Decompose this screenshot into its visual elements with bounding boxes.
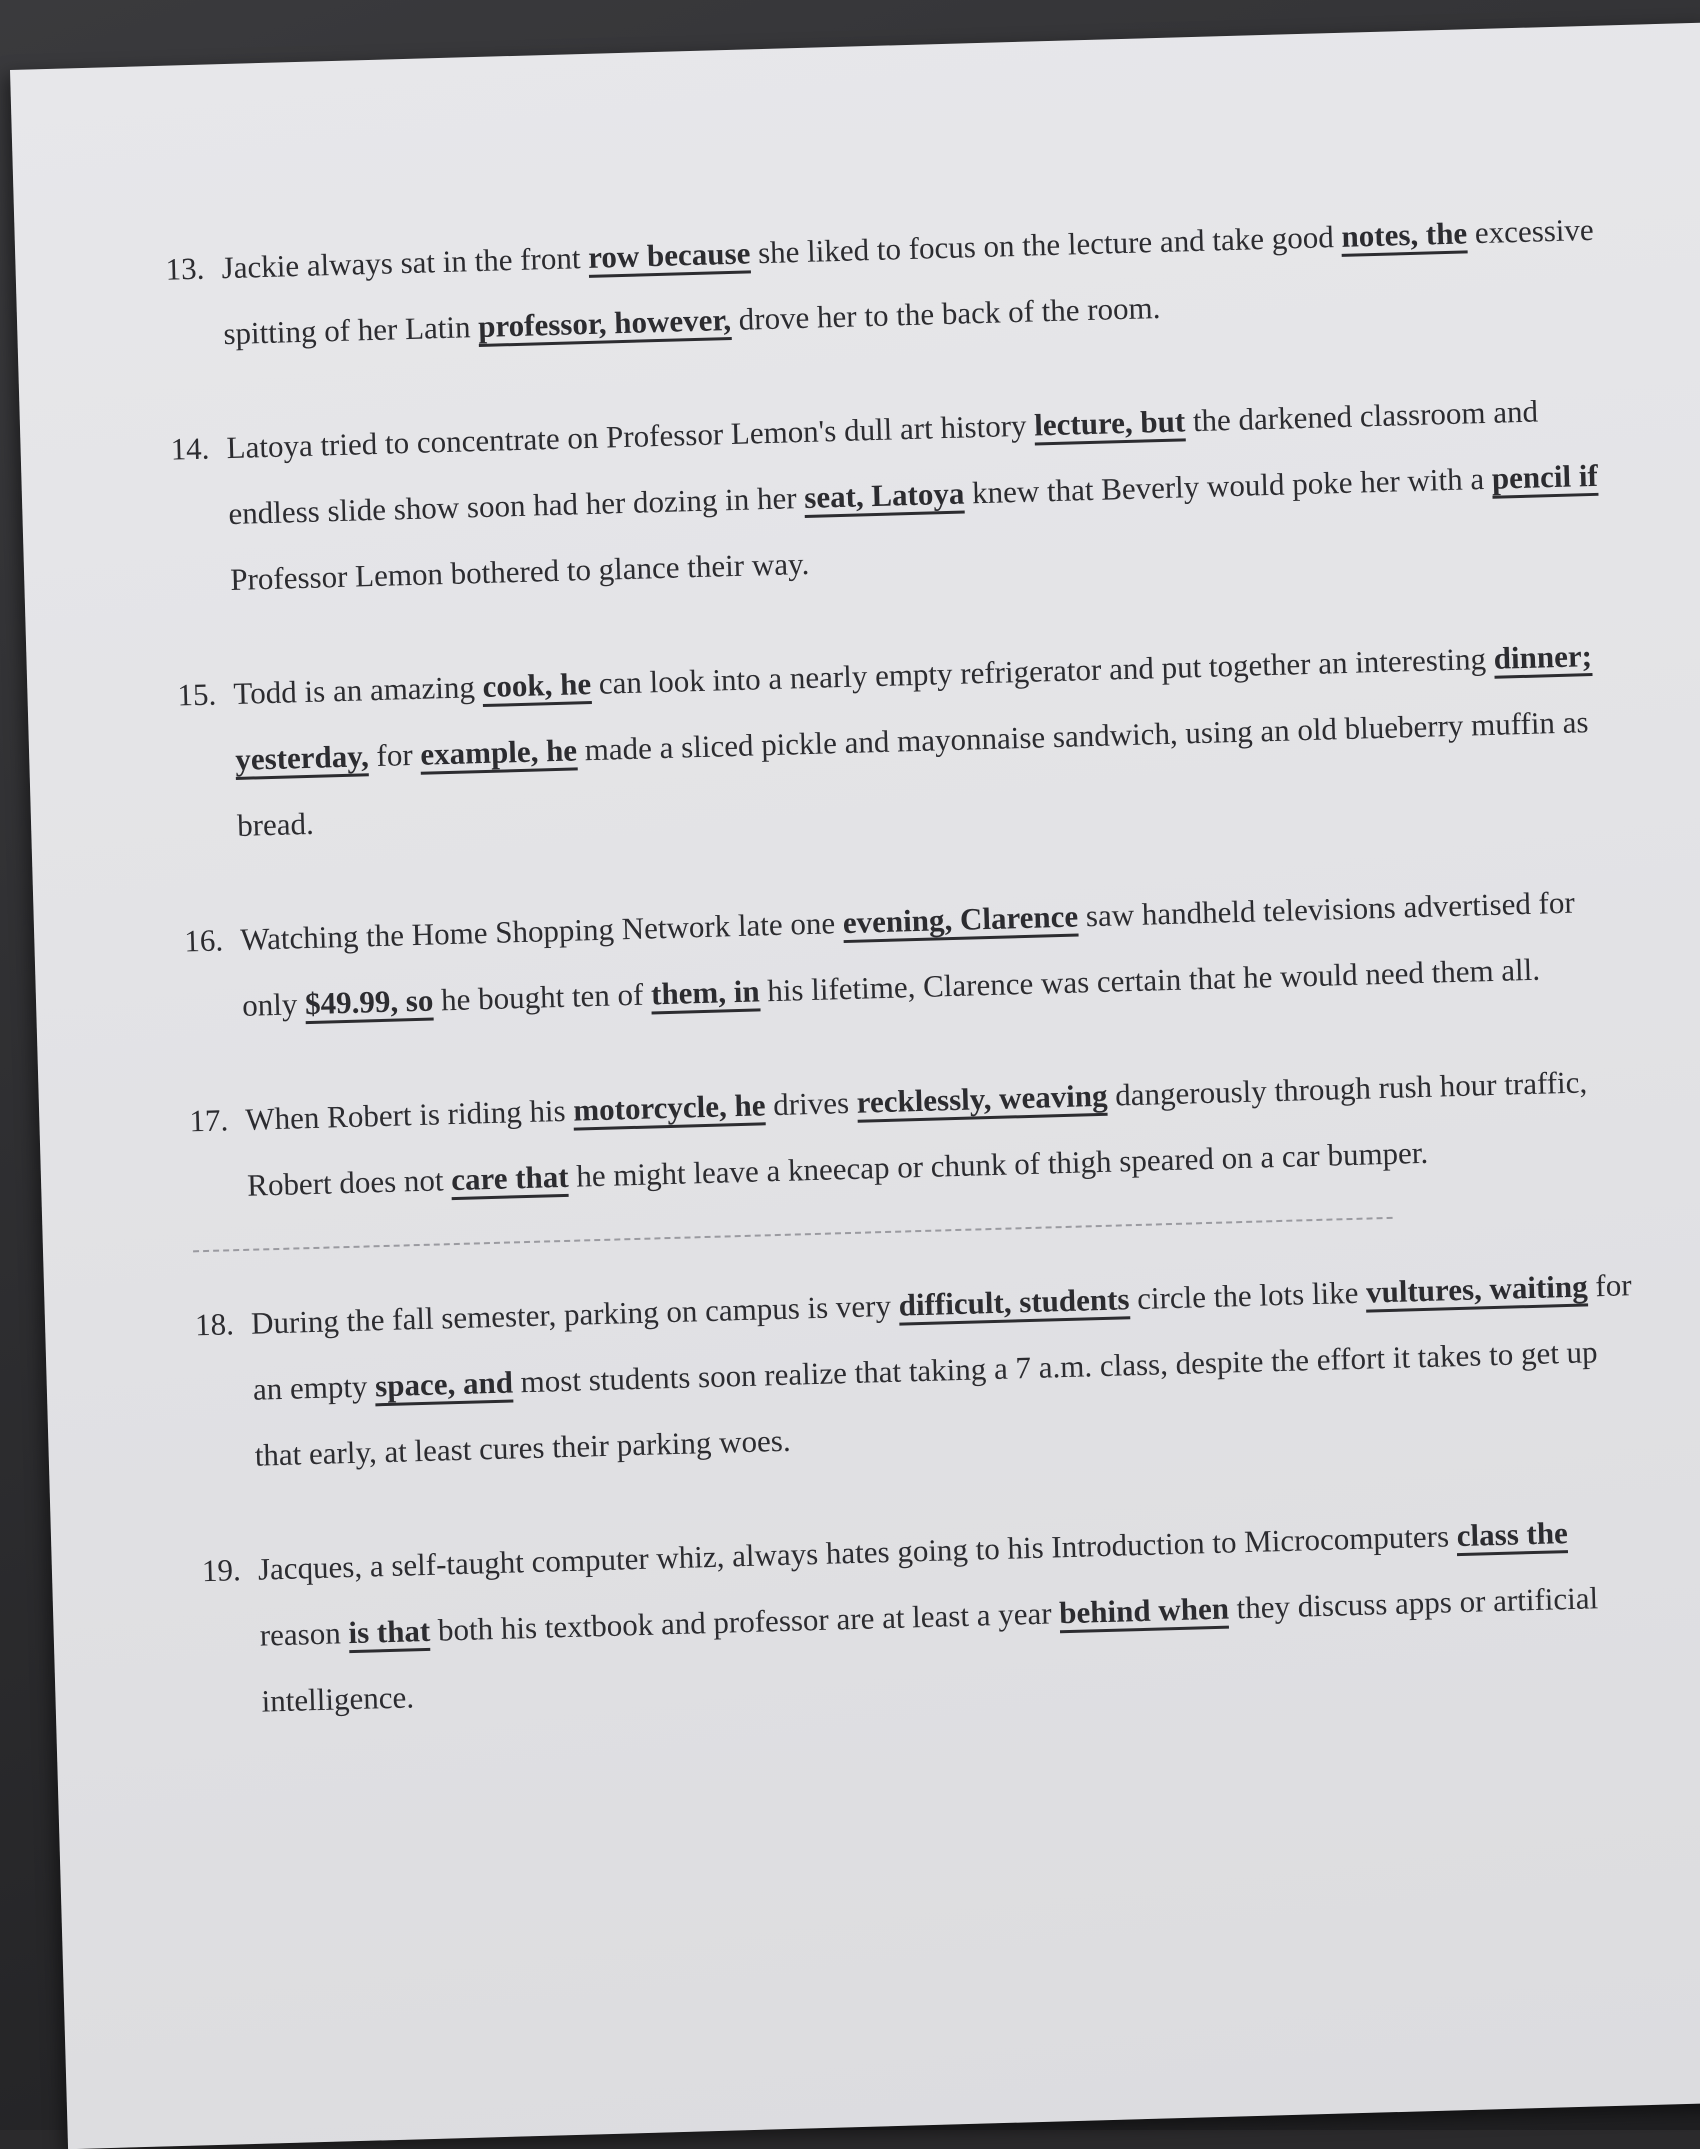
item-text: drives [764,1084,858,1123]
exercise-item-14 [170,376,1625,614]
item-text: When Robert is riding his [244,1092,574,1137]
item-text: Todd is an amazing [233,669,484,711]
item-text: knew that Beverly would poke her with a [963,460,1493,511]
underlined-phrase: row because [588,235,751,278]
underlined-phrase: behind when [1059,1591,1230,1634]
underlined-phrase: motorcycle, he [573,1087,766,1130]
exercise-item-15 [177,622,1632,860]
underlined-phrase: notes, the [1341,215,1468,256]
item-text: she liked to focus on the lecture and take good [749,218,1342,271]
item-text: can look into a nearly empty refrigerator and put together an interesting [590,640,1495,702]
item-text: During the fall semester, parking on campus is very [250,1287,900,1341]
underlined-phrase: $49.99, so [305,983,434,1025]
underlined-phrase: example, he [420,732,578,774]
item-text: Jackie always sat in the front [221,239,589,286]
item-text: he bought ten of [432,976,652,1018]
item-text: dangerously through rush hour traffic, Robert does not [246,1064,1588,1203]
item-text: Latoya tried to concentrate on Professor Lemon's dull art history [226,407,1035,466]
item-text: Jacques, a self-taught computer whiz, always hates going to his Introduction to Microcomputers [257,1518,1458,1587]
item-text: Watching the Home Shopping Network late one [239,905,844,957]
exercise-item-13 [165,196,1618,368]
item-text: for [368,736,421,774]
exercise-item-19 [201,1498,1656,1736]
item-text: circle the lots like [1128,1274,1367,1317]
underlined-phrase: space, and [375,1364,514,1406]
item-number: 14. [170,430,210,467]
item-text: he might leave a kneecap or chunk of thigh speared on a car bumper. [568,1134,1429,1194]
item-text: the darkened classroom and endless slide show soon had her dozing in her [227,393,1539,532]
item-text: excessive spitting of her Latin [222,211,1595,352]
item-text: most students soon realize that taking a 7 a.m. class, despite the effort it takes to get up that early, at least cures their parking woes. [254,1334,1598,1473]
underlined-phrase: recklessly, weaving [856,1078,1108,1123]
item-text: Professor Lemon bothered to glance their way. [229,545,810,598]
exercise-item-16 [183,868,1636,1040]
item-number: 17. [188,1102,229,1139]
exercise-item-18 [194,1252,1649,1490]
item-number: 19. [201,1552,242,1589]
underlined-phrase: professor, however, [478,302,732,347]
faint-divider-line [193,1217,1393,1253]
underlined-phrase: class the [1456,1515,1568,1556]
item-text: for an empty [252,1267,1632,1407]
underlined-phrase: seat, Latoya [804,476,965,518]
item-text: made a sliced pickle and mayonnaise sandwich, using an old blueberry muffin as bread. [236,704,1589,843]
exercise-item-17 [189,1048,1642,1220]
underlined-phrase: lecture, but [1034,403,1186,445]
item-number: 13. [165,250,205,287]
underlined-phrase: cook, he [482,666,592,707]
item-text: drove her to the back of the room. [730,289,1161,337]
underlined-phrase: is that [348,1613,431,1653]
underlined-phrase: evening, Clarence [842,899,1078,944]
underlined-phrase: pencil if [1491,458,1598,499]
item-text: saw handheld televisions advertised for only [241,884,1576,1023]
item-number: 16. [183,922,224,959]
exercise-list [164,165,1658,1784]
item-text: they discuss apps or artificial intelligence. [261,1580,1599,1719]
underlined-phrase: them, in [651,973,761,1014]
item-text: both his textbook and professor are at least a year [429,1595,1060,1648]
item-number: 15. [177,676,217,713]
underlined-phrase: difficult, students [898,1281,1130,1325]
item-text: reason [259,1615,349,1653]
item-number: 18. [194,1306,235,1343]
underlined-phrase: vultures, waiting [1366,1268,1589,1312]
underlined-phrase: care that [451,1159,569,1200]
worksheet-page [10,23,1700,2149]
item-text: his lifetime, Clarence was certain that he would need them all. [759,951,1541,1009]
underlined-phrase: dinner; yesterday, [235,638,1593,780]
